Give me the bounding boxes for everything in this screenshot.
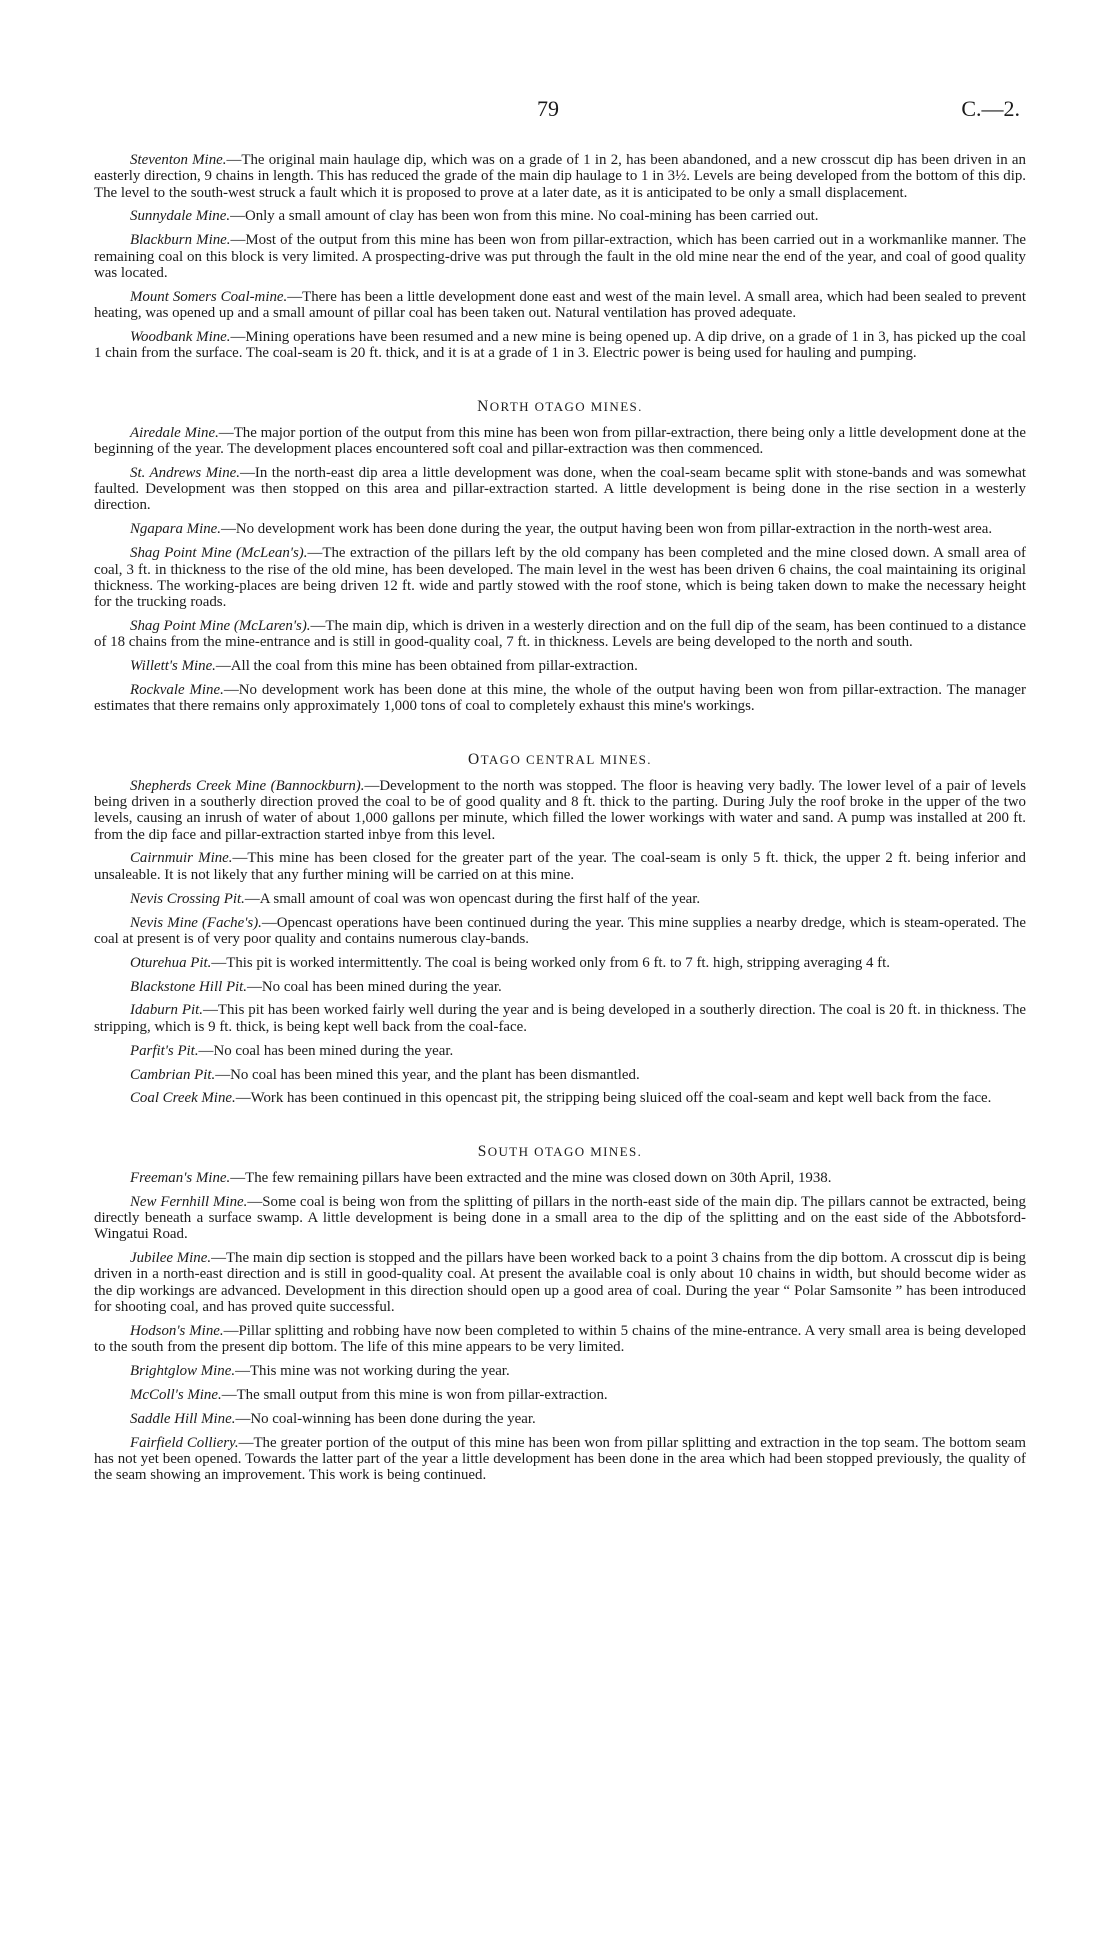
north-otago-section [94, 399, 1026, 715]
mine-name: Cambrian Pit. [130, 1066, 216, 1083]
mine-paragraph [94, 425, 1026, 458]
document-body [94, 152, 1026, 1491]
mine-name: Ngapara Mine. [130, 521, 221, 538]
mine-name: Shepherds Creek Mine (Bannockburn). [130, 777, 365, 794]
mine-name: Nevis Crossing Pit. [130, 890, 245, 907]
mine-text: —No coal has been mined during the year. [247, 978, 502, 995]
mine-name: Nevis Mine (Fache's). [130, 914, 262, 931]
mine-paragraph [94, 1435, 1026, 1484]
mine-text: —This pit is worked intermittently. The coal is being worked only from 6 ft. to 7 ft. high, stripping averaging 4 ft. [211, 954, 890, 971]
south-otago-section [94, 1144, 1026, 1484]
mine-name: Fairfield Colliery. [130, 1434, 239, 1451]
mine-text: —Opencast operations have been continued during the year. This mine supplies a nearby dredge, which is steam-operated. The coal at present is of very poor quality and contains numerous clay-bands. [94, 914, 1026, 947]
mine-paragraph [94, 850, 1026, 883]
mine-name: Idaburn Pit. [130, 1002, 203, 1019]
mine-paragraph [94, 658, 1026, 674]
mine-paragraph [94, 152, 1026, 201]
mine-paragraph [94, 1363, 1026, 1379]
mine-text: —No coal has been mined this year, and the plant has been dismantled. [215, 1066, 640, 1083]
mine-text: —Some coal is being won from the splitting of pillars in the north-east side of the main dip. The pillars cannot be extracted, being directly beneath a surface swamp. A little development is being done in a small area to the dip of the splitting and on the east side of the Abbotsford-Wingatui Road. [94, 1193, 1026, 1243]
mine-paragraph [94, 1387, 1026, 1403]
mine-name: Oturehua Pit. [130, 954, 212, 971]
mine-paragraph [94, 232, 1026, 281]
mine-text: —No coal-winning has been done during the year. [235, 1410, 536, 1427]
mine-text: —No coal has been mined during the year. [198, 1042, 454, 1059]
mine-text: —This pit has been worked fairly well during the year and is being developed in a southerly direction. The coal is 20 ft. in thickness. The stripping, which is 9 ft. thick, is being kept well back from the coal-face. [94, 1002, 1027, 1035]
mine-text: —Work has been continued in this opencast pit, the stripping being sluiced off the coal-seam and kept well back from the face. [235, 1090, 992, 1107]
mine-name: Rockvale Mine. [130, 682, 224, 699]
mine-text: —The main dip, which is driven in a westerly direction and on the full dip of the seam, has been continued to a distance of 18 chains from the mine-entrance and is still in good-quality coal, 7 ft. in thickness. Levels are being developed to the north and south. [94, 617, 1026, 651]
section-heading: NORTH OTAGO MINES. [477, 397, 643, 415]
mine-text: —Mining operations have been resumed and a new mine is being opened up. A dip drive, on a grade of 1 in 3, has picked up the coal 1 chain from the surface. The coal-seam is 20 ft. thick, and it is at a grade of 1 in 3. Electric power is being used for hauling and pumping. [94, 329, 1027, 362]
mine-name: Shag Point Mine (McLaren's). [130, 617, 311, 634]
mine-paragraph [94, 682, 1026, 715]
mine-name: Willett's Mine. [130, 658, 216, 675]
mine-text: —This mine was not working during the year. [235, 1363, 510, 1380]
section-heading: OTAGO CENTRAL MINES. [468, 750, 652, 768]
mine-text: —This mine has been closed for the greater part of the year. The coal-seam is only 5 ft. thick, the upper 2 ft. being inferior and unsaleable. It is not likely that any further mining will be carried on at this mine. [94, 850, 1026, 883]
mine-paragraph [94, 1170, 1026, 1186]
mine-paragraph [94, 1194, 1026, 1243]
mine-paragraph [94, 521, 1026, 537]
section-heading: SOUTH OTAGO MINES. [477, 1142, 643, 1160]
mine-name: Blackburn Mine. [130, 232, 231, 249]
mine-name: Sunnydale Mine. [130, 208, 231, 225]
mine-text: —The original main haulage dip, which was on a grade of 1 in 2, has been abandoned, and a new crosscut dip has been driven in an easterly direction, 9 chains in length. This has reduced the grade of the main dip haulage to 1 in 3½. Levels are being developed from the bottom of this dip. The level to the south-west struck a fault which it is proposed to prove at a later date, as it is anticipated to be only a small displacement. [94, 152, 1026, 201]
mine-name: Coal Creek Mine. [130, 1090, 236, 1107]
mine-text: —No development work has been done at this mine, the whole of the output having been won from pillar-extraction. The manager estimates that there remains only approximately 1,000 tons of coal to completely exhaust this mine's workings. [94, 682, 1026, 715]
mine-name: Blackstone Hill Pit. [130, 978, 248, 995]
mine-name: Jubilee Mine. [130, 1250, 212, 1267]
intro-section [94, 152, 1026, 362]
mine-text: —A small amount of coal was won opencast during the first half of the year. [244, 890, 701, 907]
mine-paragraph [94, 1250, 1026, 1315]
mine-name: Steventon Mine. [130, 152, 227, 168]
document-code: C.—2. [961, 96, 1020, 121]
mine-name: St. Andrews Mine. [130, 464, 240, 481]
mine-name: Brightglow Mine. [130, 1363, 236, 1380]
mine-paragraph [94, 1411, 1026, 1427]
mine-paragraph [94, 891, 1026, 907]
mine-name: Freeman's Mine. [130, 1169, 231, 1186]
mine-paragraph [94, 465, 1026, 514]
mine-name: Parfit's Pit. [130, 1042, 199, 1059]
mine-text: —The few remaining pillars have been extracted and the mine was closed down on 30th April, 1938. [230, 1169, 832, 1186]
mine-text: —There has been a little development done east and west of the main level. A small area, which had been sealed to prevent heating, was opened up and a small amount of pillar coal has been taken out. Natural ventilation has proved adequate. [94, 288, 1026, 322]
mine-text: —The major portion of the output from this mine has been won from pillar-extraction, there being only a little development done at the beginning of the year. The development places encountered soft coal and pillar-extraction was then commenced. [94, 424, 1026, 457]
mine-paragraph [94, 208, 1026, 224]
mine-text: —The greater portion of the output of this mine has been won from pillar splitting and extraction in the top seam. The bottom seam has not yet been opened. Towards the latter part of the year a little development has been done in the area which had been stopped previously, the quality of the seam showing an improvement. This work is being continued. [94, 1434, 1026, 1484]
mine-text: —The small output from this mine is won from pillar-extraction. [221, 1386, 608, 1403]
mine-name: New Fernhill Mine. [130, 1193, 248, 1210]
mine-paragraph [94, 618, 1026, 651]
mine-name: Woodbank Mine. [130, 329, 231, 346]
mine-paragraph [94, 1043, 1026, 1059]
mine-paragraph [94, 1002, 1026, 1035]
mine-name: Cairnmuir Mine. [130, 850, 233, 867]
mine-text: —Pillar splitting and robbing have now been completed to within 5 chains of the mine-entrance. A very small area is being developed to the south from the present dip bottom. The life of this mine appears to be very limited. [94, 1322, 1026, 1356]
mine-text: —Most of the output from this mine has been won from pillar-extraction, which has been carried out in a workmanlike manner. The remaining coal on this block is very limited. A prospecting-drive was put through the fault in the old mine near the end of the year, and coal of good quality was located. [94, 232, 1026, 281]
mine-name: Hodson's Mine. [130, 1322, 224, 1339]
mine-text: —The extraction of the pillars left by the old company has been completed and the mine closed down. A small area of coal, 3 ft. in thickness to the rise of the old mine, has been developed. The main level in the west has been driven 6 chains, the coal maintaining its original thickness. The working-places are being driven 12 ft. wide and partly stowed with the roof stone, which is being taken down to make the necessary height for the trucking roads. [94, 545, 1026, 611]
mine-paragraph [94, 979, 1026, 995]
mine-text: —All the coal from this mine has been obtained from pillar-extraction. [215, 658, 638, 675]
mine-text: —Only a small amount of clay has been won from this mine. No coal-mining has been carried out. [230, 208, 819, 225]
mine-paragraph [94, 545, 1026, 610]
mine-text: —In the north-east dip area a little development was done, when the coal-seam became split with stone-bands and was somewhat faulted. Development was then stopped on this area and pillar-extraction started. A little development is being done in the rise section in a westerly direction. [94, 464, 1027, 514]
mine-paragraph [94, 778, 1026, 843]
mine-text: —Development to the north was stopped. The floor is heaving very badly. The lower level of a pair of levels being driven in a southerly direction proved the coal to be of good quality and 8 ft. thick to the parting. During July the roof broke in the upper of the two levels, causing an inrush of water of about 1,000 gallons per minute, which filled the lower workings with water and sand. A pump was installed at 200 ft. from the dip face and pillar-extraction started inbye from this level. [94, 777, 1026, 843]
mine-name: McColl's Mine. [130, 1386, 222, 1403]
mine-paragraph [94, 1323, 1026, 1356]
mine-text: —No development work has been done during the year, the output having been won from pillar-extraction in the north-west area. [221, 521, 993, 538]
mine-paragraph [94, 1090, 1026, 1106]
mine-name: Saddle Hill Mine. [130, 1410, 236, 1427]
mine-name: Airedale Mine. [130, 424, 219, 441]
mine-paragraph [94, 1067, 1026, 1083]
mine-paragraph [94, 329, 1026, 362]
mine-name: Shag Point Mine (McLean's). [130, 545, 308, 562]
page-header [0, 96, 1114, 130]
mine-name: Mount Somers Coal-mine. [130, 288, 288, 305]
otago-central-section [94, 752, 1026, 1107]
mine-paragraph [94, 289, 1026, 322]
mine-paragraph [94, 955, 1026, 971]
mine-paragraph [94, 915, 1026, 948]
page-number: 79 [537, 96, 559, 121]
mine-text: —The main dip section is stopped and the pillars have been worked back to a point 3 chains from the dip bottom. A crosscut dip is being driven in a north-east direction and is still in good-quality coal. At present the available coal is only about 10 chains in width, but should become wider as the dip workings are advanced. Development in this direction should open up a good area of coal. During the year “ Polar Samsonite ” has been introduced for shooting coal, and has proved quite successful. [94, 1250, 1026, 1316]
